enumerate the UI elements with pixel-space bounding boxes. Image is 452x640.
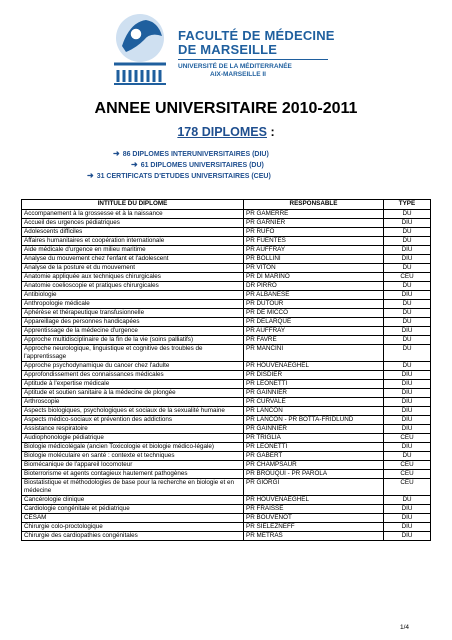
responsible-cell: PR CURVALE <box>244 398 384 407</box>
responsible-cell: PR DI MARINO <box>244 273 384 282</box>
table-row <box>22 282 431 291</box>
type-cell: DU <box>384 264 431 273</box>
table-row <box>22 273 431 282</box>
logo-city: DE MARSEILLE <box>178 42 278 57</box>
diploma-title-cell: Anatomie appliquée aux techniques chirurgicales <box>22 273 244 282</box>
type-cell: DIU <box>384 327 431 336</box>
table-row <box>22 300 431 309</box>
responsible-cell: PR BOLLINI <box>244 255 384 264</box>
type-cell: DIU <box>384 246 431 255</box>
arrow-right-icon: ➜ <box>131 160 138 169</box>
responsible-cell: PR FUENTES <box>244 237 384 246</box>
table-row <box>22 246 431 255</box>
responsible-cell: PR GIORGI <box>244 479 384 496</box>
diploma-title-cell: Cardiologie congénitale et pédiatrique <box>22 505 244 514</box>
type-cell: DIU <box>384 255 431 264</box>
type-cell: DU <box>384 309 431 318</box>
table-row <box>22 380 431 389</box>
table-row <box>22 470 431 479</box>
type-cell: CEU <box>384 273 431 282</box>
table-row <box>22 389 431 398</box>
type-cell: DIU <box>384 514 431 523</box>
responsible-cell: PR TRIGLIA <box>244 434 384 443</box>
table-row <box>22 371 431 380</box>
subtotal-diu-label: 86 DIPLOMES INTERUNIVERSITAIRES (DIU) <box>122 151 269 158</box>
responsible-cell: PR HOUVENAEGHEL <box>244 496 384 505</box>
table-row <box>22 210 431 219</box>
type-cell: DIU <box>384 389 431 398</box>
responsible-cell: PR DISDIER <box>244 371 384 380</box>
responsible-cell: PR GABERT <box>244 452 384 461</box>
logo-faculty-name: FACULTÉ DE MÉDECINE <box>178 28 335 43</box>
diploma-title-cell: Arthroscopie <box>22 398 244 407</box>
table-row <box>22 514 431 523</box>
responsible-cell: PR GAINNIER <box>244 425 384 434</box>
type-cell: DIU <box>384 443 431 452</box>
table-row <box>22 237 431 246</box>
responsible-cell: PR DE MICCO <box>244 309 384 318</box>
type-cell: DU <box>384 300 431 309</box>
table-row <box>22 318 431 327</box>
diploma-title-cell: Accueil des urgences pédiatriques <box>22 219 244 228</box>
responsible-cell: PR GARNIER <box>244 219 384 228</box>
responsible-cell: PR HOUVENAEGHEL <box>244 362 384 371</box>
responsible-cell: PR GAMERRE <box>244 210 384 219</box>
responsible-cell: PR SIELEZNEFF <box>244 523 384 532</box>
type-cell: DU <box>384 336 431 345</box>
table-row <box>22 362 431 371</box>
table-row <box>22 345 431 362</box>
table-row <box>22 291 431 300</box>
table-row <box>22 398 431 407</box>
diploma-title-cell: Approche neurologique, linguistique et cognitive des troubles de l'apprentissage <box>22 345 244 362</box>
responsible-cell: PR VITON <box>244 264 384 273</box>
responsible-cell: PR RUFO <box>244 228 384 237</box>
diploma-title-cell: Chirurgie des cardiopathies congénitales <box>22 532 244 541</box>
type-cell: CEU <box>384 434 431 443</box>
diploma-title-cell: Adolescents difficiles <box>22 228 244 237</box>
table-row <box>22 264 431 273</box>
responsible-cell: PR CHAMPSAUR <box>244 461 384 470</box>
table-row <box>22 461 431 470</box>
type-cell: DIU <box>384 407 431 416</box>
type-cell: DU <box>384 237 431 246</box>
type-cell: DIU <box>384 380 431 389</box>
table-row <box>22 219 431 228</box>
diploma-title-cell: Aphérèse et thérapeutique transfusionnelle <box>22 309 244 318</box>
diploma-title-cell: Aptitude et soutien sanitaire à la médecine de plongée <box>22 389 244 398</box>
diploma-title-cell: Approche psychodynamique du cancer chez l'adulte <box>22 362 244 371</box>
type-cell: DU <box>384 345 431 362</box>
table-row <box>22 407 431 416</box>
table-row <box>22 309 431 318</box>
type-cell: DU <box>384 228 431 237</box>
diploma-title-cell: Aspects médico-sociaux et prévention des addictions <box>22 416 244 425</box>
page-number: 1/4 <box>400 624 410 631</box>
type-cell: DIU <box>384 523 431 532</box>
table-row <box>22 255 431 264</box>
responsible-cell: PR GAINNIER <box>244 389 384 398</box>
type-cell: DU <box>384 452 431 461</box>
arrow-right-icon: ➜ <box>113 149 120 158</box>
table-row <box>22 505 431 514</box>
table-row <box>22 327 431 336</box>
type-cell: DIU <box>384 505 431 514</box>
logo-divider <box>178 59 328 60</box>
diploma-title-cell: Approche multidisciplinaire de la fin de la vie (soins palliatifs) <box>22 336 244 345</box>
diploma-title-cell: Biologie médicolégale (ancien Toxicologie et biologie médico-légale) <box>22 443 244 452</box>
diploma-count-label: 178 DIPLOMES <box>177 125 267 139</box>
logo-university-name: UNIVERSITÉ DE LA MÉDITERRANÉE <box>178 63 292 70</box>
logo-university-sub: AIX-MARSEILLE II <box>210 71 266 78</box>
table-row <box>22 336 431 345</box>
table-row <box>22 452 431 461</box>
type-cell: DU <box>384 496 431 505</box>
table-row <box>22 496 431 505</box>
diploma-title-cell: Analyse de la posture et du mouvement <box>22 264 244 273</box>
table-row <box>22 532 431 541</box>
table-header-row <box>22 200 431 210</box>
responsible-cell: PR LEONETTI <box>244 443 384 452</box>
responsible-cell: PR AUFFRAY <box>244 246 384 255</box>
type-cell: DIU <box>384 371 431 380</box>
diploma-title-cell: Antibiologie <box>22 291 244 300</box>
type-cell: CEU <box>384 470 431 479</box>
faculty-emblem-icon <box>100 8 176 88</box>
type-cell: DIU <box>384 398 431 407</box>
diploma-title-cell: Biomécanique de l'appareil locomoteur <box>22 461 244 470</box>
diploma-title-cell: Assistance respiratoire <box>22 425 244 434</box>
table-row <box>22 479 431 496</box>
table-row <box>22 523 431 532</box>
diploma-title-cell: Appareillage des personnes handicapées <box>22 318 244 327</box>
subtotal-du-label: 61 DIPLOMES UNIVERSITAIRES (DU) <box>140 162 264 169</box>
diploma-title-cell: Analyse du mouvement chez l'enfant et l'adolescent <box>22 255 244 264</box>
responsible-cell: DR PIRRO <box>244 282 384 291</box>
responsible-cell: PR LANCON <box>244 407 384 416</box>
type-cell: CEU <box>384 479 431 496</box>
type-cell: DIU <box>384 425 431 434</box>
diploma-title-cell: Biostatistique et méthodologies de base pour la recherche en biologie et en médecine <box>22 479 244 496</box>
responsible-cell: PR DUTOUR <box>244 300 384 309</box>
type-cell: DU <box>384 210 431 219</box>
faculty-logo <box>100 8 360 88</box>
type-cell: DU <box>384 362 431 371</box>
diploma-title-cell: Aide médicale d'urgence en milieu maritime <box>22 246 244 255</box>
table-body <box>22 210 431 541</box>
diploma-title-cell: CESAM <box>22 514 244 523</box>
type-cell: DIU <box>384 532 431 541</box>
diploma-title-cell: Chirurgie colo-proctologique <box>22 523 244 532</box>
type-cell: DIU <box>384 291 431 300</box>
table-row <box>22 425 431 434</box>
column-header-responsible: RESPONSABLE <box>244 200 384 210</box>
responsible-cell: PR METRAS <box>244 532 384 541</box>
diploma-title-cell: Anthropologie médicale <box>22 300 244 309</box>
responsible-cell: PR ALBANESE <box>244 291 384 300</box>
type-cell: CEU <box>384 461 431 470</box>
type-cell: DU <box>384 318 431 327</box>
diploma-title-cell: Audiophonologie pédiatrique <box>22 434 244 443</box>
responsible-cell: PR FRAISSE <box>244 505 384 514</box>
table-row <box>22 228 431 237</box>
responsible-cell: PR LEONETTI <box>244 380 384 389</box>
arrow-right-icon: ➜ <box>87 171 94 180</box>
subtotal-du <box>131 160 264 169</box>
responsible-cell: PR BOUVENOT <box>244 514 384 523</box>
type-cell: DU <box>384 282 431 291</box>
diploma-title-cell: Approfondissement des connaissances médicales <box>22 371 244 380</box>
table-row <box>22 434 431 443</box>
diploma-title-cell: Accompanement à la grossesse et à la naissance <box>22 210 244 219</box>
table-row <box>22 443 431 452</box>
column-header-title: INTITULE DU DIPLÔME <box>22 200 244 210</box>
subtotal-ceu <box>87 171 271 180</box>
diploma-count-colon: : <box>266 125 275 139</box>
responsible-cell: PR DELARQUE <box>244 318 384 327</box>
subtotal-ceu-label: 31 CERTIFICATS D'ETUDES UNIVERSITAIRES (CEU) <box>96 173 271 180</box>
diploma-table <box>21 199 431 541</box>
diploma-title-cell: Aspects biologiques, psychologiques et sociaux de la sexualité humaine <box>22 407 244 416</box>
diploma-title-cell: Anatomie coelioscopie et pratiques chirurgicales <box>22 282 244 291</box>
diploma-title-cell: Biologie moléculaire en santé : contexte et techniques <box>22 452 244 461</box>
diploma-title-cell: Aptitude à l'expertise médicale <box>22 380 244 389</box>
subtotal-diu <box>113 149 269 158</box>
diploma-count <box>0 125 452 139</box>
table-row <box>22 416 431 425</box>
responsible-cell: PR LANCON - PR BOTTA-FRIDLUND <box>244 416 384 425</box>
diploma-title-cell: Apprentissage de la médecine d'urgence <box>22 327 244 336</box>
diploma-title-cell: Cancérologie clinique <box>22 496 244 505</box>
type-cell: DIU <box>384 219 431 228</box>
responsible-cell: PR FAVRE <box>244 336 384 345</box>
responsible-cell: PR AUFFRAY <box>244 327 384 336</box>
column-header-type: TYPE <box>384 200 431 210</box>
type-cell: DIU <box>384 416 431 425</box>
responsible-cell: PR MANCINI <box>244 345 384 362</box>
responsible-cell: PR BROUQUI - PR PAROLA <box>244 470 384 479</box>
diploma-title-cell: Bioterrorisme et agents contagieux hautement pathogènes <box>22 470 244 479</box>
page-title: ANNEE UNIVERSITAIRE 2010-2011 <box>94 100 358 117</box>
diploma-title-cell: Affaires humanitaires et coopération internationale <box>22 237 244 246</box>
